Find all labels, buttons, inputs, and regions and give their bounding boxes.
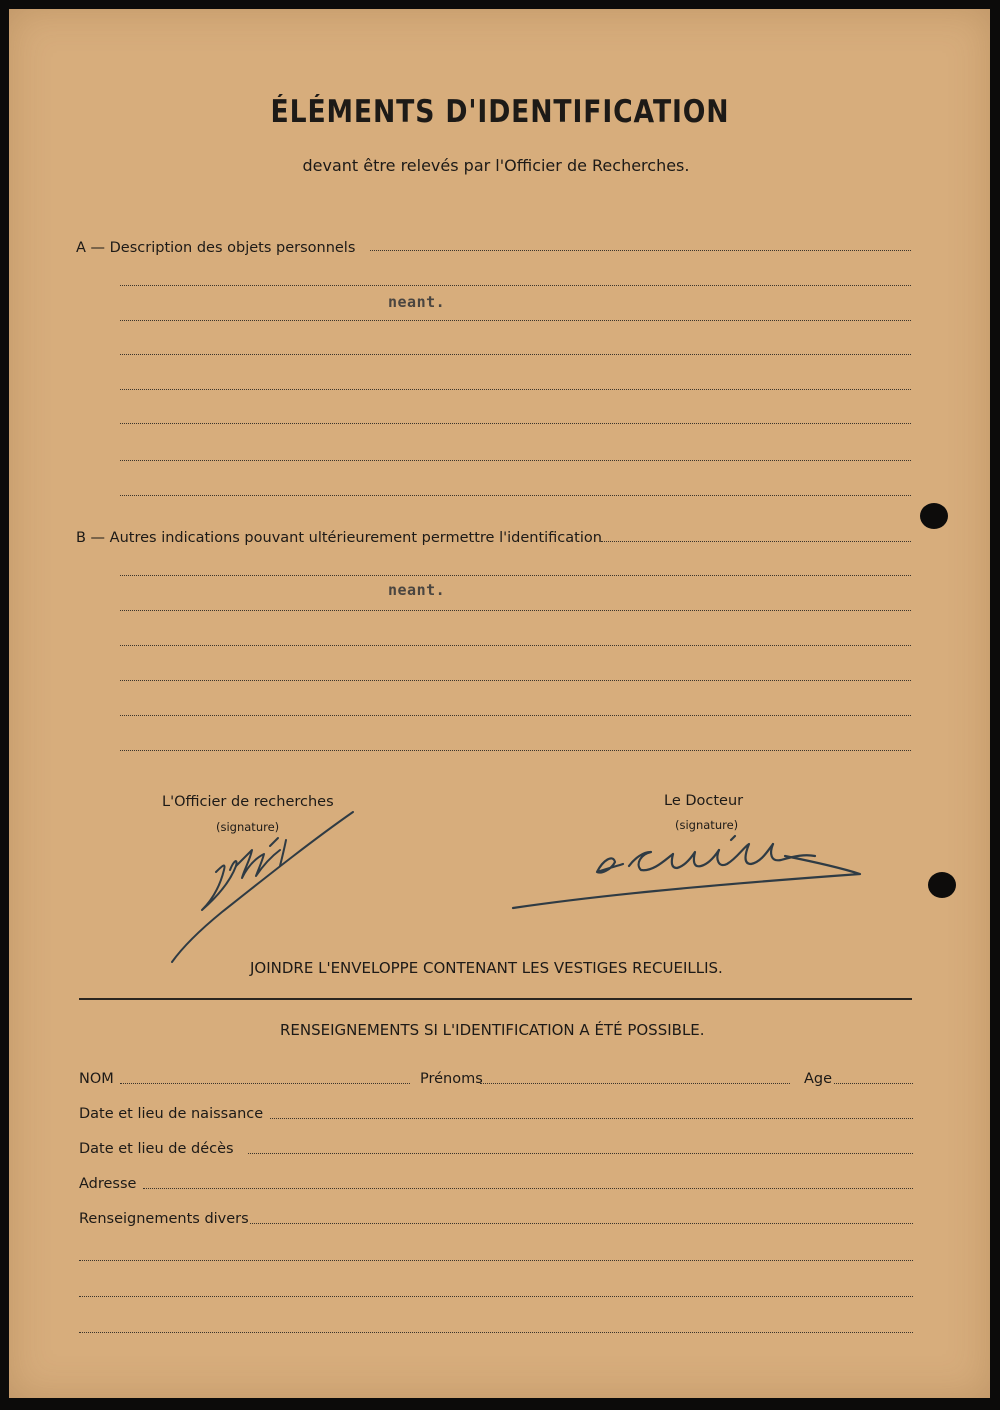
prenoms-label: Prénoms [420, 1071, 483, 1087]
age-field-line [834, 1083, 913, 1084]
divers-field-line [79, 1332, 913, 1333]
nom-field-line [120, 1083, 410, 1084]
officer-signature-label: L'Officier de recherches [162, 794, 334, 810]
nom-label: NOM [79, 1071, 114, 1087]
doctor-signature-note: (signature) [675, 818, 739, 832]
section-b-line [601, 541, 911, 542]
punch-hole [928, 872, 956, 898]
adresse-field-line [143, 1188, 913, 1189]
section-b-label: B — Autres indications pouvant ultérieurement permettre l'identification [76, 530, 602, 546]
page-subtitle: devant être relevés par l'Officier de Recherches. [302, 156, 690, 175]
naissance-field-line [270, 1118, 913, 1119]
naissance-label: Date et lieu de naissance [79, 1106, 264, 1122]
envelope-instruction: JOINDRE L'ENVELOPPE CONTENANT LES VESTIGES RECUEILLIS. [250, 959, 723, 977]
deces-field-line [248, 1153, 913, 1154]
section-a-line [120, 389, 911, 390]
age-label: Age [804, 1071, 833, 1087]
section-b-typed-value: neant. [388, 581, 446, 599]
officer-signature-note: (signature) [216, 820, 280, 834]
divers-label: Renseignements divers [79, 1211, 249, 1227]
document-sheet [9, 9, 990, 1398]
doctor-signature [505, 830, 870, 920]
section-b-line [120, 575, 911, 576]
section-a-line [120, 320, 911, 321]
officer-signature [160, 800, 370, 970]
section-b-line [120, 645, 911, 646]
deces-label: Date et lieu de décès [79, 1141, 234, 1157]
section-a-line [120, 285, 911, 286]
page-title: ÉLÉMENTS D'IDENTIFICATION [270, 94, 730, 130]
section-a-line [120, 354, 911, 355]
punch-hole [920, 503, 948, 529]
section-a-line [120, 460, 911, 461]
section-b-line [120, 715, 911, 716]
divers-field-line [79, 1296, 913, 1297]
section-a-label: A — Description des objets personnels [76, 240, 356, 256]
separator-rule [79, 998, 912, 1000]
doctor-signature-label: Le Docteur [664, 793, 744, 809]
section-b-line [120, 680, 911, 681]
section-a-line [120, 495, 911, 496]
divers-field-line [250, 1223, 913, 1224]
section-a-line [370, 250, 911, 251]
divers-field-line [79, 1260, 913, 1261]
adresse-label: Adresse [79, 1176, 137, 1192]
section-b-line [120, 750, 911, 751]
section-a-typed-value: neant. [388, 293, 446, 311]
section-b-line [120, 610, 911, 611]
prenoms-field-line [480, 1083, 790, 1084]
identification-heading: RENSEIGNEMENTS SI L'IDENTIFICATION A ÉTÉ POSSIBLE. [280, 1021, 705, 1039]
section-a-line [120, 423, 911, 424]
